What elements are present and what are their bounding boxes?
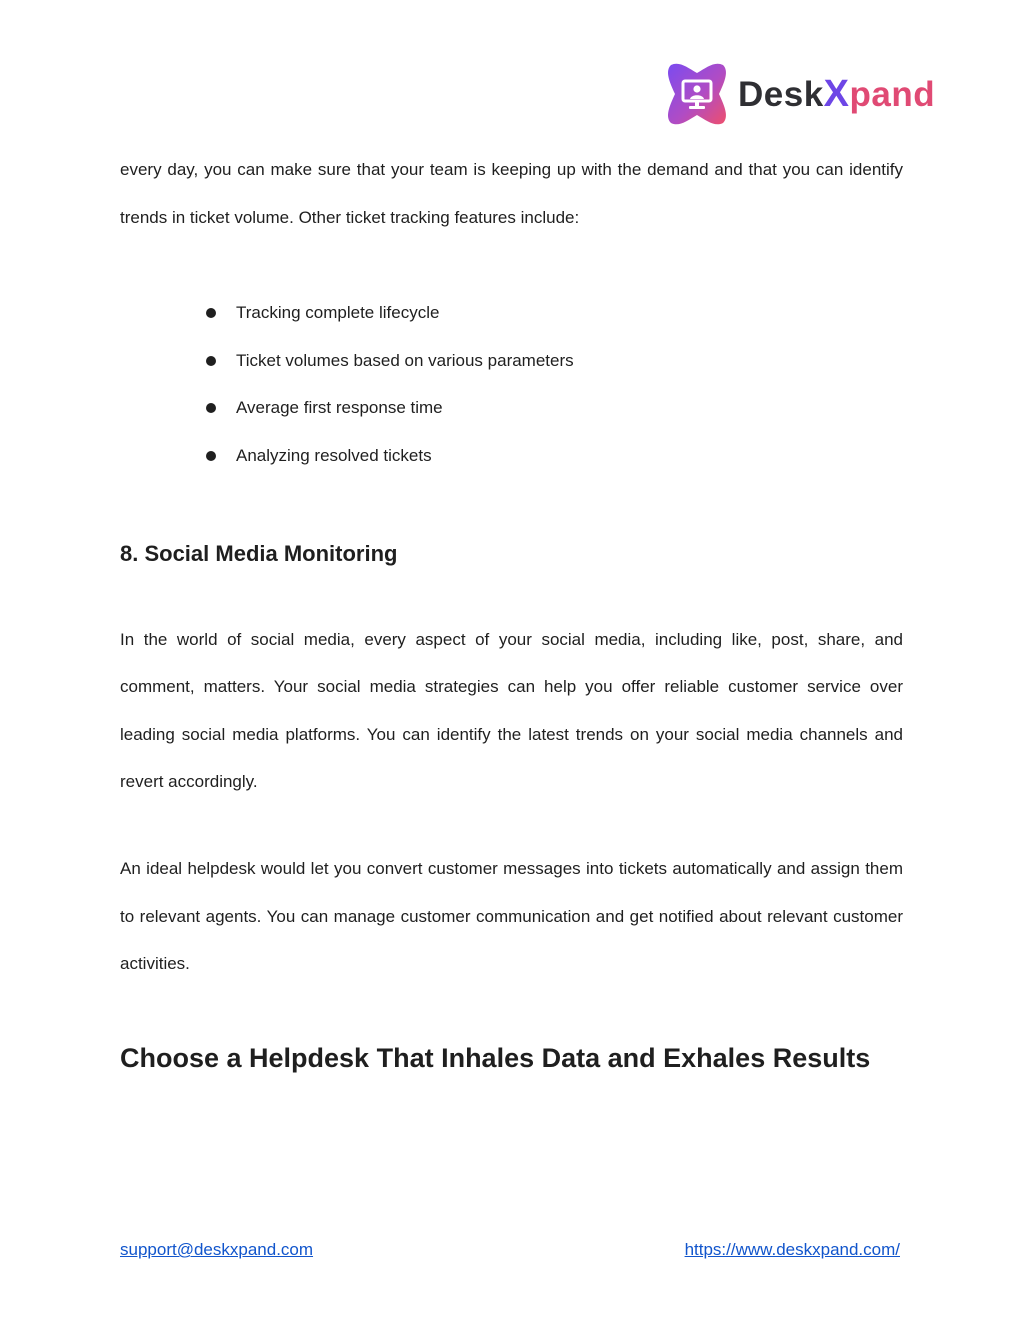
list-item — [206, 289, 903, 337]
main-heading: Choose a Helpdesk That Inhales Data and Exhales Results — [120, 1042, 871, 1073]
list-item — [206, 384, 903, 432]
list-item-text: Analyzing resolved tickets — [236, 445, 432, 465]
section-heading: 8. Social Media Monitoring — [120, 540, 398, 566]
brand-name-part3: pand — [849, 75, 936, 114]
bullet-icon — [206, 308, 216, 318]
brand-name-part2: X — [823, 73, 850, 115]
document-body — [120, 146, 903, 1075]
list-item — [206, 432, 903, 480]
intro-paragraph: every day, you can make sure that your team is keeping up with the demand and that you can identify trends in ticket volume. Other ticket tracking features include: — [120, 160, 903, 227]
list-item — [206, 337, 903, 385]
list-item-text: Average first response time — [236, 398, 443, 418]
brand-name — [738, 75, 935, 113]
bullet-icon — [206, 403, 216, 413]
helpdesk-paragraph: An ideal helpdesk would let you convert customer messages into tickets automatically and assign them to relevant agents. You can manage customer communication and get notified about relevant customer activities. — [120, 858, 903, 974]
list-item-text: Ticket volumes based on various parameters — [236, 350, 574, 370]
support-email-link[interactable]: support@deskxpand.com — [120, 1240, 314, 1259]
bullet-icon — [206, 356, 216, 366]
website-link[interactable]: https://www.deskxpand.com/ — [684, 1240, 900, 1259]
list-item-text: Tracking complete lifecycle — [236, 303, 440, 323]
brand-logo — [665, 60, 935, 128]
social-media-paragraph: In the world of social media, every aspect of your social media, including like, post, share, and comment, matters. Your social media strategies can help you offer reliable customer service over leading social media platforms. You can identify the latest trends on your social media channels and revert accordingly. — [120, 629, 903, 792]
bullet-icon — [206, 451, 216, 461]
feature-list — [120, 289, 903, 479]
monitor-person-icon — [665, 61, 729, 127]
footer — [120, 1238, 900, 1262]
brand-name-part1: Desk — [738, 75, 824, 114]
